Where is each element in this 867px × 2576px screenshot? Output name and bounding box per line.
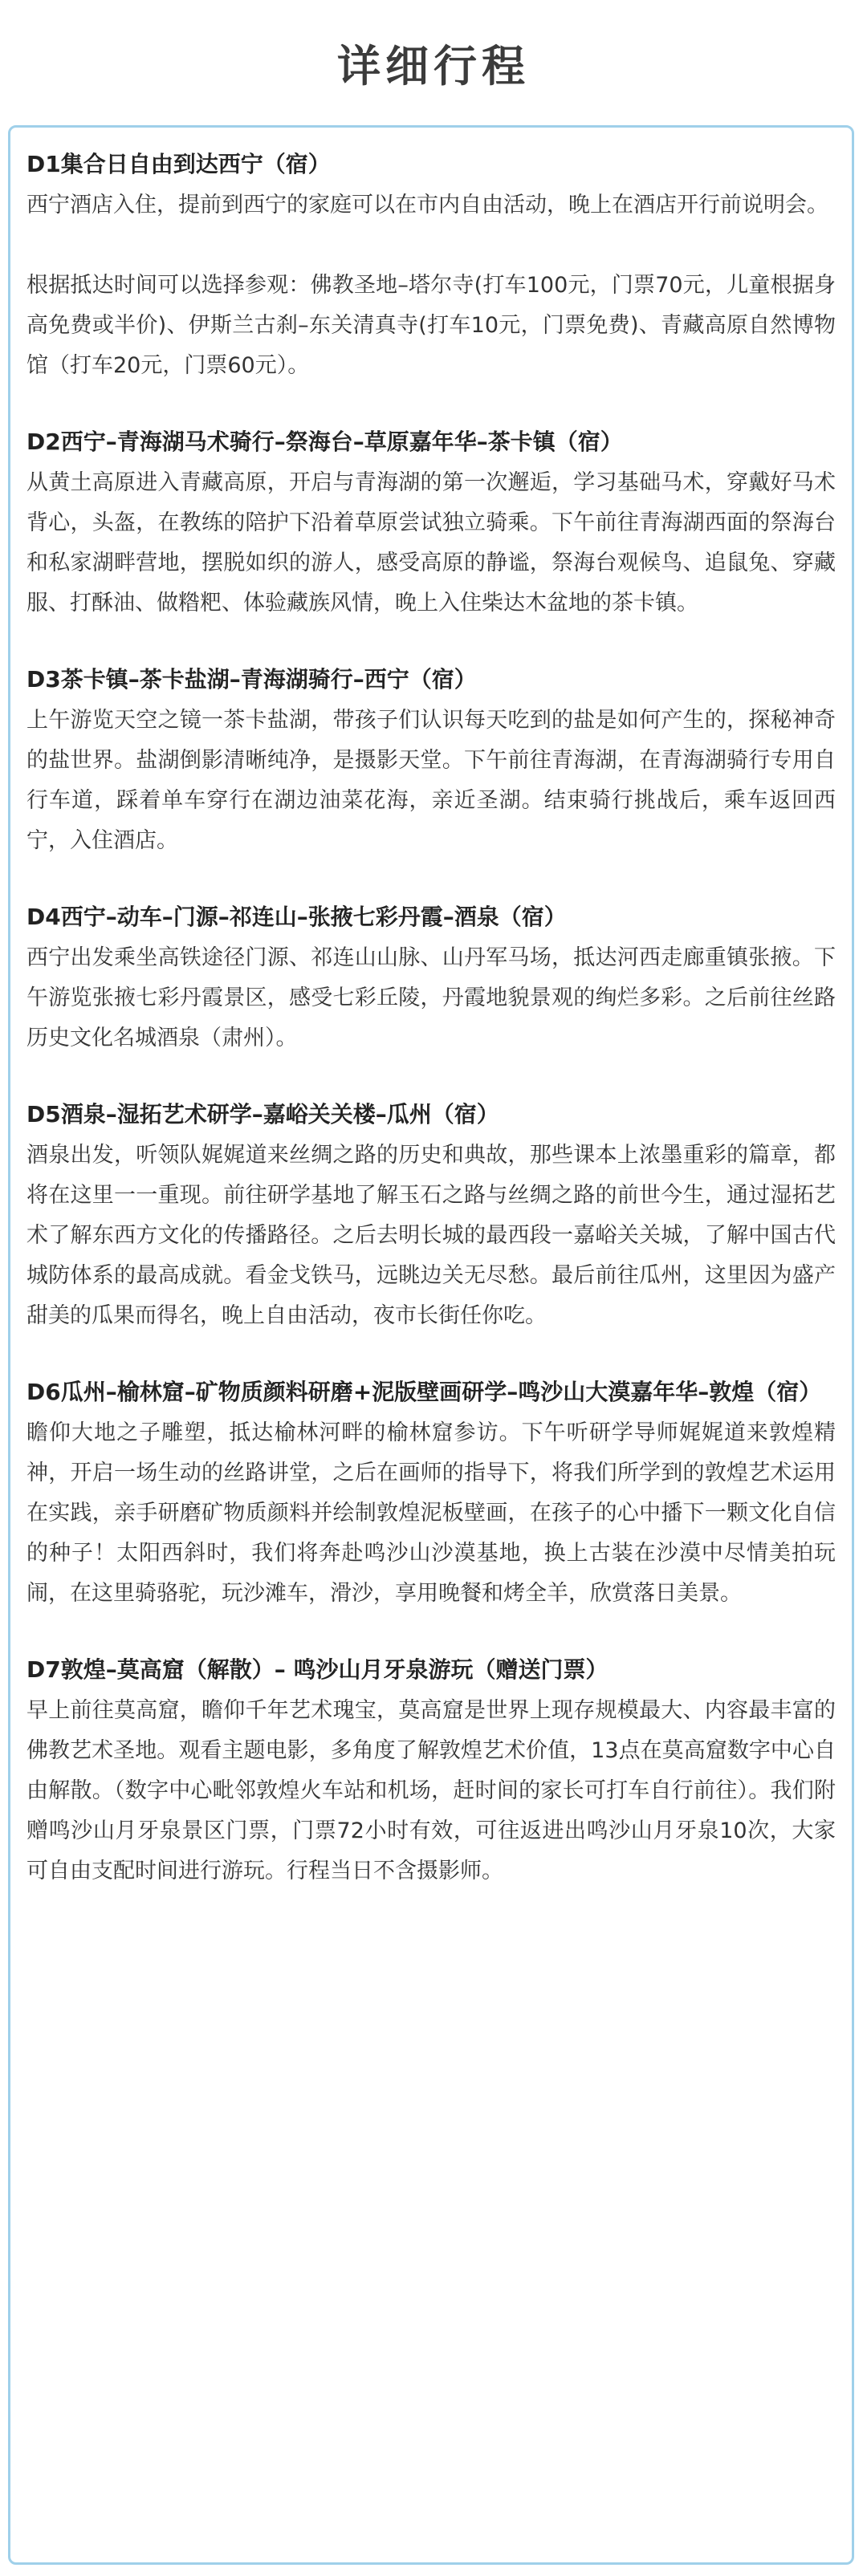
day-title: D1集合日自由到达西宁（宿）	[26, 151, 331, 177]
day-paragraph: 酒泉出发，听领队娓娓道来丝绸之路的历史和典故，那些课本上浓墨重彩的篇章，都将在这里一一重现。前往研学基地了解玉石之路与丝绸之路的前世今生，通过湿拓艺术了解东西方文化的传播路径。之后去明长城的最西段一嘉峪关关城，了解中国古代城防体系的最高成就。看金戈铁马，远眺边关无尽愁。最后前往瓜州，这里因为盛产甜美的瓜果而得名，晚上自由活动，夜市长街任你吃。	[26, 1143, 836, 1328]
day-paragraph: 早上前往莫高窟，瞻仰千年艺术瑰宝，莫高窟是世界上现存规模最大、内容最丰富的佛教艺术圣地。观看主题电影，多角度了解敦煌艺术价值，13点在莫高窟数字中心自由解散。（数字中心毗邻敦煌火车站和机场，赶时间的家长可打车自行前往）。我们附赠鸣沙山月牙泉景区门票，门票72小时有效，可往返进出鸣沙山月牙泉10次，大家可自由支配时间进行游玩。行程当日不含摄影师。	[26, 1698, 836, 1883]
itinerary-box	[8, 125, 854, 2565]
day-section-d1	[26, 144, 836, 386]
day-title: D6瓜州–榆林窟–矿物质颜料研磨+泥版壁画研学–鸣沙山大漠嘉年华–敦煌（宿）	[26, 1379, 822, 1405]
day-paragraph: 西宁出发乘坐高铁途径门源、祁连山山脉、山丹军马场，抵达河西走廊重镇张掖。下午游览张掖七彩丹霞景区，感受七彩丘陵，丹霞地貌景观的绚烂多彩。之后前往丝路历史文化名城酒泉（肃州）。	[26, 945, 836, 1050]
day-section-d7	[26, 1649, 836, 1891]
day-section-d6	[26, 1371, 836, 1614]
day-title: D4西宁–动车–门源–祁连山–张掖七彩丹霞–酒泉（宿）	[26, 904, 567, 930]
day-paragraph: 上午游览天空之镜一茶卡盐湖，带孩子们认识每天吃到的盐是如何产生的，探秘神奇的盐世界。盐湖倒影清晰纯净，是摄影天堂。下午前往青海湖，在青海湖骑行专用自行车道，踩着单车穿行在湖边油菜花海，亲近圣湖。结束骑行挑战后，乘车返回西宁，入住酒店。	[26, 708, 836, 853]
page-header	[0, 0, 867, 125]
day-paragraph: 西宁酒店入住，提前到西宁的家庭可以在市内自由活动，晚上在酒店开行前说明会。	[26, 193, 828, 217]
day-paragraph: 根据抵达时间可以选择参观：佛教圣地–塔尔寺(打车100元，门票70元，儿童根据身高免费或半价)、伊斯兰古刹–东关清真寺(打车10元，门票免费)、青藏高原自然博物馆（打车20元，门票60元）。	[26, 273, 836, 378]
day-title: D7敦煌–莫高窟（解散）– 鸣沙山月牙泉游玩（赠送门票）	[26, 1656, 609, 1683]
day-section-d3	[26, 659, 836, 861]
day-title: D2西宁–青海湖马术骑行–祭海台–草原嘉年华–茶卡镇（宿）	[26, 429, 623, 455]
page-title: 详细行程	[337, 40, 530, 91]
day-paragraph: 从黄土高原进入青藏高原，开启与青海湖的第一次邂逅，学习基础马术，穿戴好马术背心，头盔，在教练的陪护下沿着草原尝试独立骑乘。下午前往青海湖西面的祭海台和私家湖畔营地，摆脱如织的游人，感受高原的静谧，祭海台观候鸟、追鼠兔、穿藏服、打酥油、做糌粑、体验藏族风情，晚上入住柴达木盆地的茶卡镇。	[26, 470, 836, 616]
day-paragraph: 瞻仰大地之子雕塑，抵达榆林河畔的榆林窟参访。下午听研学导师娓娓道来敦煌精神，开启一场生动的丝路讲堂，之后在画师的指导下，将我们所学到的敦煌艺术运用在实践，亲手研磨矿物质颜料并绘制敦煌泥板壁画，在孩子的心中播下一颗文化自信的种子！太阳西斜时，我们将奔赴鸣沙山沙漠基地，换上古装在沙漠中尽情美拍玩闹，在这里骑骆驼，玩沙滩车，滑沙，享用晚餐和烤全羊，欣赏落日美景。	[26, 1420, 836, 1606]
day-section-d4	[26, 896, 836, 1058]
day-section-d2	[26, 421, 836, 624]
day-section-d5	[26, 1094, 836, 1336]
day-title: D5酒泉–湿拓艺术研学–嘉峪关关楼–瓜州（宿）	[26, 1101, 499, 1128]
day-title: D3茶卡镇–茶卡盐湖–青海湖骑行–西宁（宿）	[26, 666, 477, 693]
